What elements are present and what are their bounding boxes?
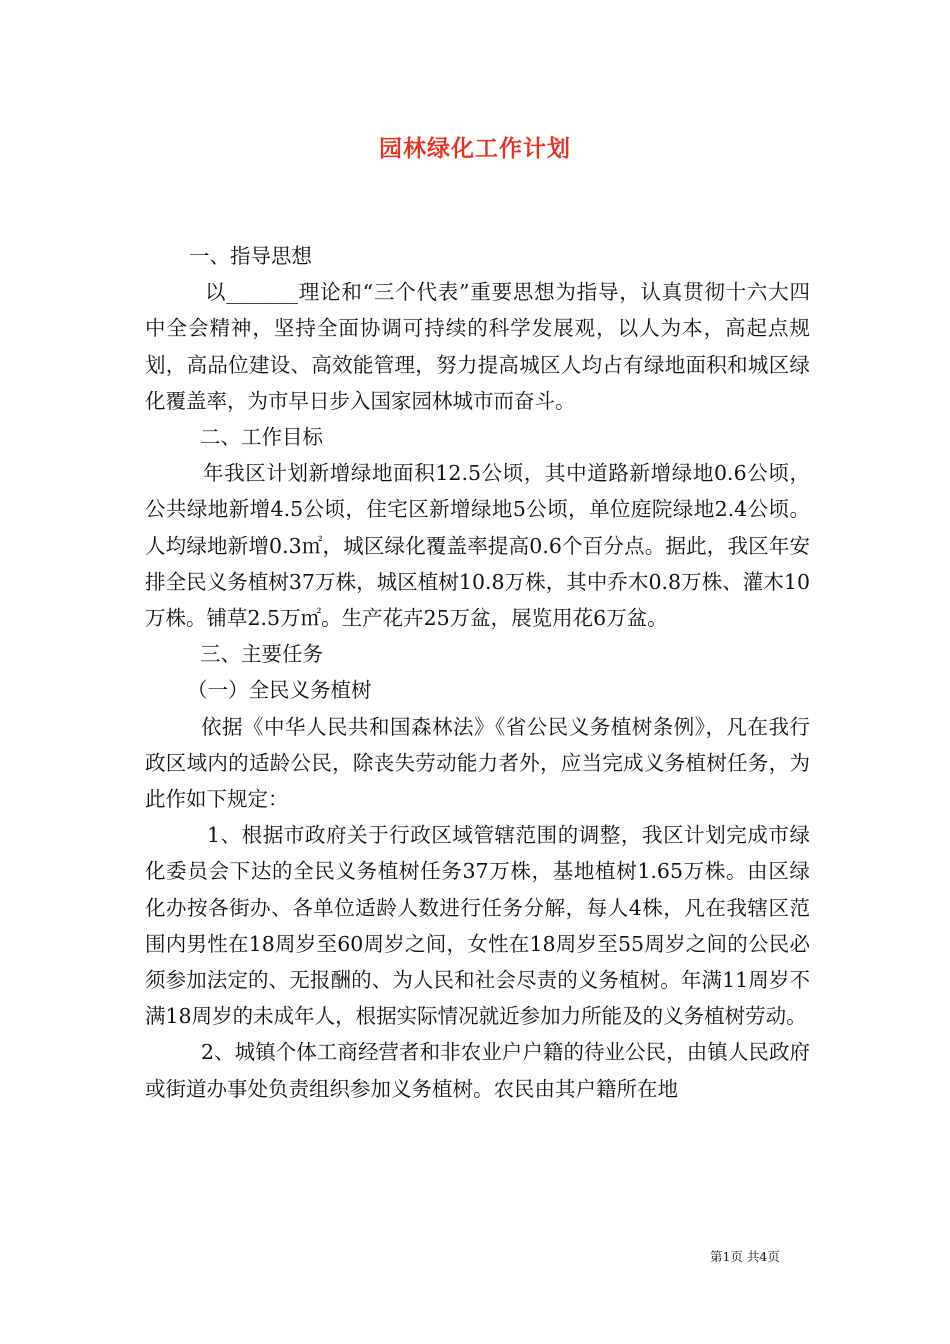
section-heading-2: 二、工作目标 [200,425,323,450]
subsection-heading-1: （一）全民义务植树 [187,678,372,703]
section-heading-3: 三、主要任务 [200,642,323,667]
paragraph-item-1: 1、根据市政府关于行政区域管辖范围的调整，我区计划完成市绿化委员会下达的全民义务植树任务37万株，基地植树1.65万株。由区绿化办按各街办、各单位适龄人数进行任务分解，每人4株，凡在我辖区范围内男性在18周岁至60周岁之间，女性在18周岁至55周岁之间的公民必须参加法定的、无报酬的、为人民和社会尽责的义务植树。年满11周岁不满18周岁的未成年人，根据实际情况就近参加力所能及的义务植树劳动。 [145,823,810,1029]
paragraph-guiding-ideology: 以_______理论和“三个代表”重要思想为指导，认真贯彻十六大四中全会精神，坚持全面协调可持续的科学发展观，以人为本，高起点规划，高品位建设、高效能管理，努力提高城区人均占有绿地面积和城区绿化覆盖率，为市早日步入国家园林城市而奋斗。 [145,280,810,413]
document-title: 园林绿化工作计划 [379,135,571,162]
paragraph-work-goals: 年我区计划新增绿地面积12.5公顷，其中道路新增绿地0.6公顷，公共绿地新增4.5公顷，住宅区新增绿地5公顷，单位庭院绿地2.4公顷。人均绿地新增0.3㎡，城区绿化覆盖率提高0.6个百分点。据此，我区年安排全民义务植树37万株，城区植树10.8万株，其中乔木0.8万株、灌木10万株。铺草2.5万㎡。生产花卉25万盆，展览用花6万盆。 [145,461,810,631]
paragraph-item-2: 2、城镇个体工商经营者和非农业户户籍的待业公民，由镇人民政府或街道办事处负责组织参加义务植树。农民由其户籍所在地 [145,1040,810,1101]
page-number: 第1页 共4页 [710,1249,780,1264]
section-heading-1: 一、指导思想 [189,244,312,268]
document-body [145,238,810,1107]
paragraph-legal-basis: 依据《中华人民共和国森林法》《省公民义务植树条例》，凡在我行政区域内的适龄公民，除丧失劳动能力者外，应当完成义务植树任务，为此作如下规定： [145,714,810,812]
